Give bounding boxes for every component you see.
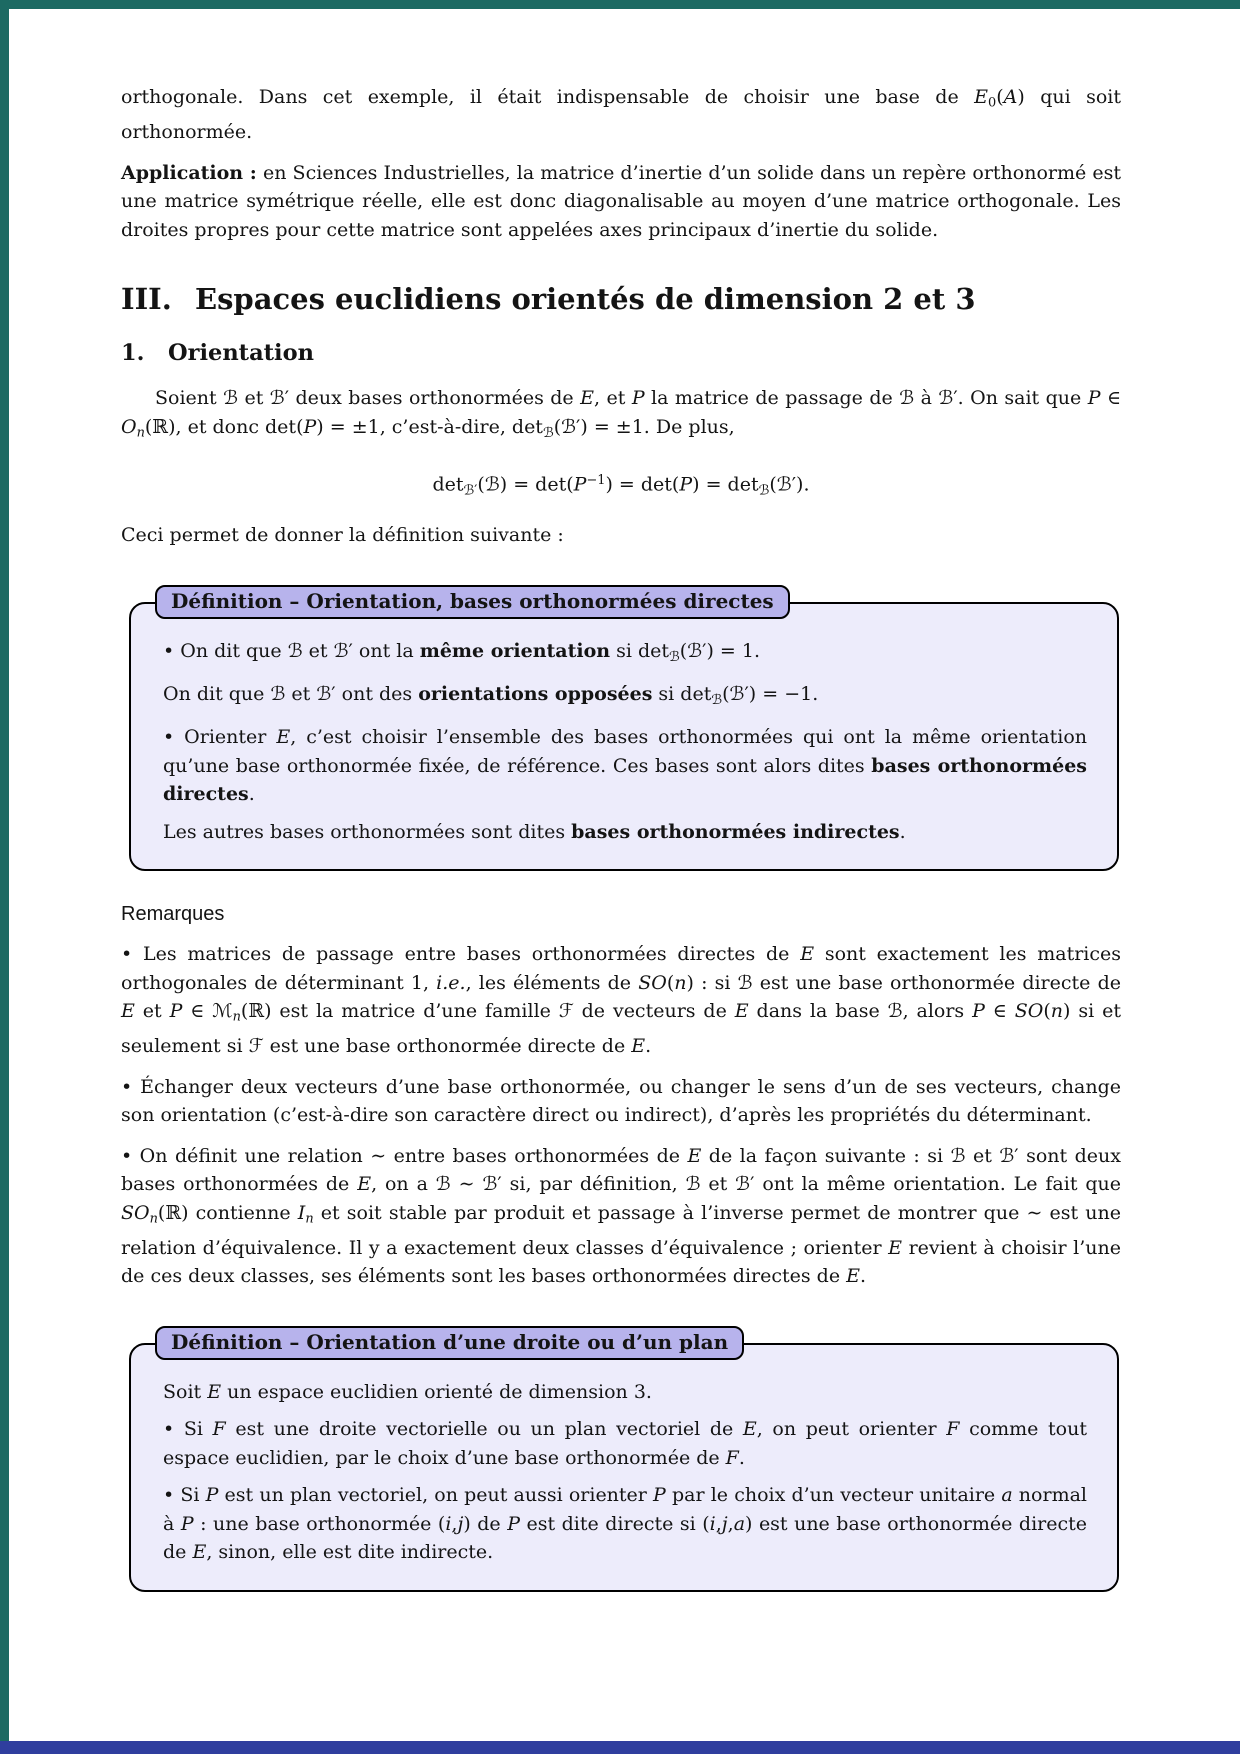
text-run: ( <box>553 415 562 438</box>
definition-box-orientation-title: Définition – Orientation, bases orthonormées directes <box>155 585 790 619</box>
text-run: et <box>285 682 317 705</box>
definition-item <box>163 723 1087 809</box>
text-run: , <box>715 1512 722 1535</box>
definition-item <box>163 680 1087 714</box>
text-run: ont la même orientation. Le fait que <box>754 1173 1121 1196</box>
text-run: SO <box>121 1201 150 1224</box>
text-run: • Échanger deux vecteurs d’une base orthonormée, ou changer le sens d’un de ses vecteurs, change son orientation (c’est-à-dire son caractère direct ou indirect), d’après les propriétés du déterminant. <box>121 1075 1121 1127</box>
text-run: • On définit une relation ∼ entre bases orthonormées de <box>121 1144 688 1167</box>
text-run: E <box>192 1541 207 1564</box>
text-run: n <box>1050 1000 1064 1023</box>
text-run: E <box>631 1035 646 1058</box>
text-run: ) est une base orthonormée directe de <box>163 1512 1087 1564</box>
paragraph-application <box>121 159 1121 245</box>
text-run: ℬ′ <box>735 1173 755 1196</box>
text-run: ) = 1. <box>706 639 761 662</box>
text-run: . <box>899 820 906 843</box>
remark-item <box>121 1142 1121 1291</box>
text-run: n <box>232 1009 241 1025</box>
text-run: E <box>276 726 291 749</box>
text-run: F <box>946 1418 960 1441</box>
text-run: , et <box>594 387 632 410</box>
paragraph-ceci-permet <box>121 521 1121 550</box>
text-run: Application : <box>121 161 257 184</box>
text-run: j <box>721 1512 728 1535</box>
text-run: P <box>169 1000 183 1023</box>
text-run: i.e. <box>436 971 466 994</box>
text-run: si det <box>652 682 712 705</box>
text-run: , les éléments de <box>465 971 639 994</box>
text-run: a <box>1001 1484 1013 1507</box>
text-run: ℱ <box>558 1000 574 1023</box>
text-run: , on peut orienter <box>756 1418 947 1441</box>
text-run: ℬ <box>223 387 239 410</box>
text-run: de la façon suivante : si <box>701 1144 951 1167</box>
text-run: i <box>445 1512 452 1535</box>
text-run: a <box>733 1512 746 1535</box>
text-run: E <box>846 1265 860 1288</box>
text-run: P <box>573 473 587 496</box>
text-run: j <box>457 1512 464 1535</box>
text-run: ℬ′ <box>316 682 336 705</box>
text-run: ℬ <box>484 473 500 496</box>
text-run: ℬ′ <box>463 482 478 498</box>
text-run: ℬ′ <box>999 1144 1019 1167</box>
text-run: ont la <box>352 639 420 662</box>
subsection-title: Orientation <box>168 340 314 367</box>
text-run: si det <box>610 639 670 662</box>
text-run: ℬ <box>887 1000 903 1023</box>
text-run: −1 <box>586 472 606 488</box>
text-run: E <box>580 387 594 410</box>
text-run: et <box>700 1173 736 1196</box>
text-run: . <box>248 783 255 806</box>
text-run: ℳ <box>212 1000 233 1023</box>
text-run: I <box>297 1201 306 1224</box>
text-run: P <box>679 473 693 496</box>
definition-box-droite-plan <box>129 1329 1119 1592</box>
text-run: n <box>149 1211 158 1227</box>
text-run: ) = det <box>692 473 759 496</box>
definition-item <box>163 818 1087 847</box>
text-run: , sinon, elle est dite indirecte. <box>206 1541 494 1564</box>
remark-item <box>121 940 1121 1061</box>
text-run: ℬ′ <box>776 473 797 496</box>
text-run: ℬ <box>711 691 723 708</box>
text-run: E <box>888 1236 903 1259</box>
text-run: si, par définition, <box>501 1173 686 1196</box>
text-run: ( <box>666 971 675 994</box>
text-run: ℬ <box>685 1173 701 1196</box>
text-run: normal à <box>163 1484 1087 1535</box>
bottom-edge-strip <box>0 1741 1240 1754</box>
text-run: n <box>136 425 145 441</box>
text-run: E <box>742 1418 757 1441</box>
text-run: On dit que <box>163 682 271 705</box>
text-run: P <box>653 1484 666 1507</box>
text-run: i <box>709 1512 716 1535</box>
text-run: P <box>1087 387 1101 410</box>
text-run: Ceci permet de donner la définition suivante : <box>121 524 564 546</box>
text-run: dans la base <box>748 1000 888 1023</box>
text-run: ( <box>1043 1000 1051 1023</box>
text-run: . <box>645 1035 652 1058</box>
text-run: ℬ′ <box>687 639 707 662</box>
text-run: E <box>800 943 815 966</box>
text-run: ℬ <box>287 639 303 662</box>
text-run: SO <box>1014 1000 1044 1023</box>
text-run: ) : si <box>686 971 738 994</box>
text-run: : une base orthonormée ( <box>193 1512 446 1535</box>
text-run: E <box>357 1173 372 1196</box>
text-run: ) si et seulement si <box>121 1000 1121 1058</box>
text-run: • Si <box>163 1484 206 1507</box>
text-run: P <box>631 387 645 410</box>
text-run: ) de <box>463 1512 508 1535</box>
text-run: ℬ <box>950 1144 966 1167</box>
text-run: sont deux bases orthonormées de <box>121 1144 1121 1196</box>
section-heading <box>121 280 1121 318</box>
text-run: ont des <box>335 682 419 705</box>
text-run: , alors <box>902 1000 973 1023</box>
text-run: et <box>238 387 270 410</box>
text-run: ℬ <box>899 387 915 410</box>
text-run: ( <box>679 639 688 662</box>
text-run: ℬ <box>669 648 680 665</box>
text-run: ) = det( <box>499 473 574 496</box>
text-run: ℬ <box>758 482 770 498</box>
text-run: E <box>121 1000 135 1023</box>
text-run: Soient <box>155 387 224 410</box>
subsection-heading <box>121 338 1121 368</box>
text-run: bases orthonormées indirectes <box>571 820 900 843</box>
text-run: deux bases orthonormées de <box>289 387 581 410</box>
text-run: bases orthonormées directes <box>163 754 1087 806</box>
text-run: (ℝ), et donc det( <box>144 415 304 438</box>
subsection-number: 1. <box>121 340 145 367</box>
text-run: ∈ <box>182 1000 213 1023</box>
text-run: ℬ <box>270 682 286 705</box>
text-run: • On dit que <box>163 639 288 662</box>
text-run: ∈ <box>1100 387 1122 410</box>
text-run: ℬ′ <box>269 387 290 410</box>
text-run: ( <box>996 86 1004 108</box>
text-run: ℬ′ <box>729 682 749 705</box>
text-run: • Les matrices de passage entre bases orthonormées directes de <box>121 943 801 966</box>
text-run: ( <box>769 473 777 496</box>
text-run: est une base orthonormée directe de <box>752 971 1121 994</box>
text-run: ) = det( <box>605 473 680 496</box>
text-run: n <box>674 971 687 994</box>
text-run: et <box>302 639 334 662</box>
remarks-label: Remarques <box>121 903 225 926</box>
definition-item <box>163 1378 1087 1407</box>
text-run: ∈ <box>984 1000 1015 1023</box>
text-run: ℬ <box>737 971 753 994</box>
text-run: la matrice de passage de <box>644 387 900 410</box>
definition-item <box>163 1481 1087 1567</box>
text-run: par le choix d’un vecteur unitaire <box>665 1484 1002 1507</box>
text-run: à <box>914 387 939 410</box>
section-title: Espaces euclidiens orientés de dimension 2 et 3 <box>195 282 976 317</box>
text-run: un espace euclidien orienté de dimension 3. <box>221 1380 652 1403</box>
text-run: F <box>725 1446 739 1469</box>
text-run: P <box>180 1512 194 1535</box>
definition-item <box>163 637 1087 671</box>
text-run: comme tout espace euclidien, par le choix d’une base orthonormée de <box>163 1418 1087 1469</box>
text-run: E <box>207 1380 222 1403</box>
text-run: ) = ±1. De plus, <box>580 415 735 438</box>
text-run: E <box>974 86 988 108</box>
section-number: III. <box>121 282 172 317</box>
text-run: est dite directe si ( <box>519 1512 710 1535</box>
text-run: n <box>305 1211 314 1227</box>
text-run: en Sciences Industrielles, la matrice d’inertie d’un solide dans un repère orthonormé est une matrice symétrique réelle, elle est donc diagonalisable au moyen d’une matrice orthogonale. Les droites propres pour cette matrice sont appelées axes principaux d’inertie du solide. <box>121 161 1121 241</box>
text-run: P <box>507 1512 520 1535</box>
definition-box-droite-plan-title: Définition – Orientation d’une droite ou d’un plan <box>155 1326 744 1360</box>
text-run: E <box>734 1000 749 1023</box>
text-run: ) = ±1, c’est-à-dire, det <box>316 415 543 438</box>
text-run: A <box>1003 86 1018 108</box>
text-run: , c’est choisir l’ensemble des bases orthonormées qui ont la même orientation qu’une base orthonormée fixée, de référence. Ces bases sont alors dites <box>163 726 1087 777</box>
text-run: même orientation <box>419 639 611 662</box>
remark-item <box>121 1073 1121 1130</box>
text-run: . <box>859 1265 867 1288</box>
text-run: est un plan vectoriel, on peut aussi orienter <box>218 1484 654 1507</box>
text-run: . On sait que <box>957 387 1088 410</box>
paragraph-soient <box>121 384 1121 448</box>
text-run: P <box>303 415 317 438</box>
text-run: F <box>212 1418 226 1441</box>
text-run: et <box>134 1000 170 1023</box>
text-run: , on a <box>371 1173 436 1196</box>
text-run: orientations opposées <box>418 682 653 705</box>
text-run: orthogonale. Dans cet exemple, il était indispensable de choisir une base de <box>121 86 975 108</box>
text-run: de vecteurs de <box>573 1000 735 1023</box>
text-run: • Si <box>163 1418 213 1441</box>
text-run: et soit stable par produit et passage à l’inverse permet de montrer que ∼ est une relation d’équivalence. Il y a exactement deux classes d’équivalence ; orienter <box>121 1201 1122 1259</box>
text-run: , <box>727 1512 734 1535</box>
text-run: ℱ <box>248 1035 264 1058</box>
text-run: P <box>972 1000 985 1023</box>
text-run: SO <box>638 971 667 994</box>
definition-item <box>163 1415 1087 1472</box>
text-run: ℬ′ <box>938 387 958 410</box>
text-run: ℬ <box>542 424 554 441</box>
text-run: E <box>687 1144 702 1167</box>
text-run: ℬ′ <box>333 639 353 662</box>
text-run: et <box>965 1144 1000 1167</box>
text-run: est une droite vectorielle ou un plan vectoriel de <box>225 1418 743 1441</box>
text-run: ℬ′ <box>482 1173 502 1196</box>
page-content <box>9 9 1240 1741</box>
paragraph-intro <box>121 83 1121 147</box>
text-run: ∼ <box>450 1173 483 1196</box>
left-edge-strip <box>0 0 9 1741</box>
text-run: revient à choisir l’une de ces deux classes, ses éléments sont les bases orthonormées directes de <box>121 1236 1121 1288</box>
text-run: O <box>121 415 137 438</box>
text-run: ( <box>722 682 730 705</box>
text-run: 0 <box>988 95 997 111</box>
text-run: Les autres bases orthonormées sont dites <box>163 820 572 843</box>
text-run: ℬ′ <box>561 415 581 438</box>
text-run: det <box>432 473 464 496</box>
text-run: sont exactement les matrices orthogonales de déterminant 1, <box>121 943 1122 994</box>
definition-box-orientation <box>129 588 1119 872</box>
text-run: ℬ <box>435 1173 451 1196</box>
text-run: ) qui soit orthonormée. <box>121 86 1122 144</box>
text-run: P <box>205 1484 219 1507</box>
text-run: (ℝ) contienne <box>157 1201 298 1224</box>
text-run: ). <box>796 473 810 496</box>
text-run: . <box>738 1446 745 1469</box>
text-run: • Orienter <box>163 726 277 749</box>
text-run: ) = −1. <box>748 682 819 705</box>
text-run: , <box>451 1512 458 1535</box>
text-run: (ℝ) est la matrice d’une famille <box>240 1000 559 1023</box>
determinant-equation <box>121 466 1121 505</box>
text-run: Soit <box>163 1380 208 1403</box>
text-run: ( <box>477 473 485 496</box>
top-edge-strip <box>0 0 1240 9</box>
text-run: est une base orthonormée directe de <box>263 1035 632 1058</box>
